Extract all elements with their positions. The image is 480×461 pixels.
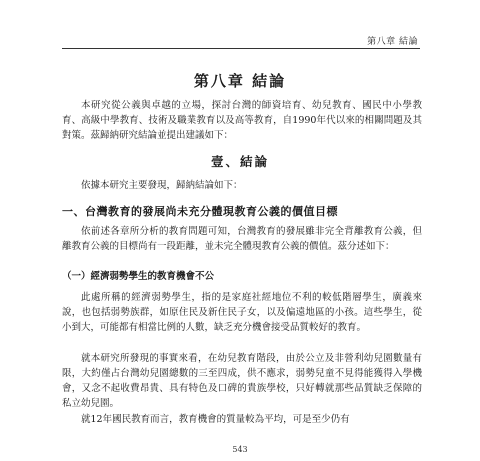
subsection-one-a-paragraph-3: 就12年國民教育而言，教育機會的質量較為平均，可是至少仍有 <box>81 414 350 425</box>
header-rule <box>62 48 420 49</box>
section-title: 壹、結論 <box>210 154 269 169</box>
page-number: 543 <box>232 445 248 454</box>
running-header: 第八章 結論 <box>367 37 418 47</box>
subsection-one-paragraph: 依前述各章所分析的教育問題可知，台灣教育的發展雖非完全背離教育公義，但離教育公義的目標尚有一段距離，並未完全體現教育公義的價值。茲分述如下： <box>62 226 422 252</box>
subsection-one-a-paragraph-2: 就本研究所發現的事實來看，在幼兒教育階段，由於公立及非營利幼兒園數量有限，大約僅占台灣幼兒園總數的三至四成，供不應求，弱勢兒童不見得能獲得入學機會，又念不起收費昂貴、具有特色及口碑的貴族學校，只好轉就那些品質缺乏保障的私立幼兒園。 <box>62 353 422 409</box>
subsection-heading-one-a: （一）經濟弱勢學生的教育機會不公 <box>62 271 215 282</box>
chapter-title: 第八章 結論 <box>193 72 287 90</box>
subsection-one-a-paragraph-1: 此處所稱的經濟弱勢學生，指的是家庭社經地位不利的較低階層學生，廣義來說，也包括弱勢族群，如原住民及新住民子女，以及偏遠地區的小孩。這些學生，從小到大，可能都有相當比例的人數，缺乏充分機會接受品質較好的教育。 <box>62 292 422 333</box>
intro-paragraph: 本研究從公義與卓越的立場，探討台灣的師資培育、幼兒教育、國民中小學教育、高級中學教育、技術及職業教育以及高等教育，自1990年代以來的相關問題及其對策。茲歸納研究結論並提出建議如下： <box>62 100 422 141</box>
subsection-heading-one: 一、台灣教育的發展尚未充分體現教育公義的價值目標 <box>62 205 338 218</box>
section-intro-paragraph: 依據本研究主要發現，歸納結論如下： <box>81 180 243 191</box>
